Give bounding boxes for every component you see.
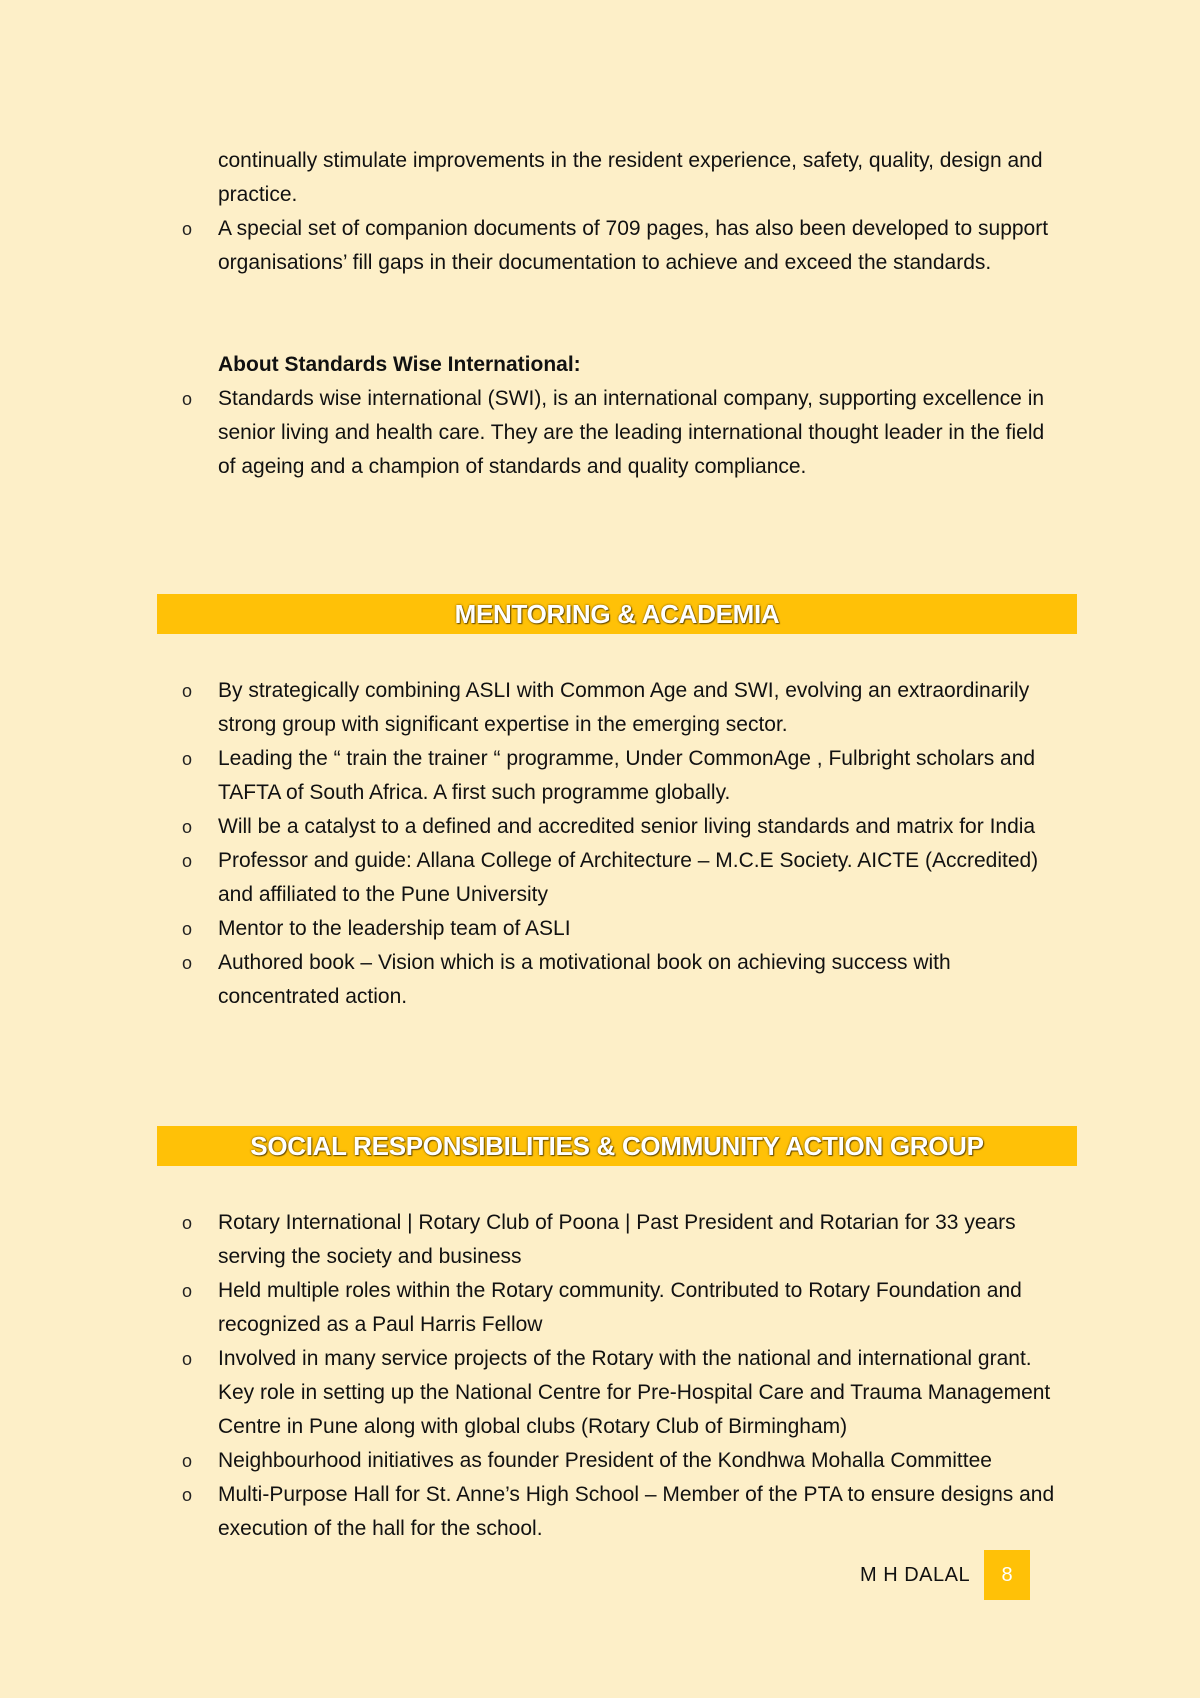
list-item-text: Will be a catalyst to a defined and accredited senior living standards and matrix for India [218, 815, 1036, 838]
author-name: M H DALAL [860, 1563, 971, 1586]
list-item-text: Mentor to the leadership team of ASLI [218, 917, 571, 940]
list-item-text: A special set of companion documents of 709 pages, has also been developed to support organisations’ fill gaps in their documentation to achieve and exceed the standards. [218, 217, 1049, 274]
page-number: 8 [984, 1550, 1030, 1600]
continuation-paragraph: continually stimulate improvements in the resident experience, safety, quality, design and practice. [218, 149, 1043, 206]
mentoring-section [180, 674, 1060, 1014]
list-item-text: Standards wise international (SWI), is an international company, supporting excellence in senior living and health care. They are the leading international thought leader in the field of ageing and a champion of standards and quality compliance. [218, 387, 1045, 478]
mentoring-list [180, 674, 1060, 1014]
list-item [180, 946, 1060, 1014]
list-item-text: Neighbourhood initiatives as founder President of the Kondhwa Mohalla Committee [218, 1449, 992, 1472]
list-item-text: Held multiple roles within the Rotary community. Contributed to Rotary Foundation and recognized as a Paul Harris Fellow [218, 1279, 1022, 1336]
swi-heading: About Standards Wise International: [218, 353, 581, 376]
bullet-icon: o [182, 919, 193, 939]
list-item-text: Leading the “ train the trainer “ programme, Under CommonAge , Fulbright scholars and TAFTA of South Africa. A first such programme globally. [218, 747, 1036, 804]
swi-section [180, 348, 1060, 484]
list-item-text: Rotary International | Rotary Club of Poona | Past President and Rotarian for 33 years serving the society and business [218, 1211, 1016, 1268]
list-item [180, 810, 1060, 844]
list-item-text: Authored book – Vision which is a motivational book on achieving success with concentrated action. [218, 951, 951, 1008]
social-section [180, 1206, 1060, 1546]
bullet-icon: o [182, 1213, 193, 1233]
bullet-icon: o [182, 389, 193, 409]
bullet-icon: o [182, 851, 193, 871]
bullet-icon: o [182, 219, 193, 239]
list-item [180, 1206, 1060, 1274]
list-item [180, 382, 1060, 484]
bullet-icon: o [182, 1451, 193, 1471]
bullet-icon: o [182, 1281, 193, 1301]
list-item [180, 742, 1060, 810]
bullet-icon: o [182, 1485, 193, 1505]
social-banner [157, 1126, 1077, 1166]
bullet-icon: o [182, 1349, 193, 1369]
list-item-text: By strategically combining ASLI with Common Age and SWI, evolving an extraordinarily strong group with significant expertise in the emerging sector. [218, 679, 1030, 736]
list-item [180, 844, 1060, 912]
social-list [180, 1206, 1060, 1546]
list-item-text: Multi-Purpose Hall for St. Anne’s High School – Member of the PTA to ensure designs and execution of the hall for the school. [218, 1483, 1055, 1540]
list-item [180, 1274, 1060, 1342]
list-item [180, 1444, 1060, 1478]
list-item-text: Involved in many service projects of the Rotary with the national and international grant. Key role in setting up the National Centre for Pre-Hospital Care and Trauma Management Centre in Pune along with global clubs (Rotary Club of Birmingham) [218, 1347, 1051, 1438]
page-footer [860, 1550, 1030, 1600]
intro-list [180, 212, 1060, 280]
list-item [180, 912, 1060, 946]
social-title: SOCIAL RESPONSIBILITIES & COMMUNITY ACTION GROUP [250, 1131, 984, 1161]
list-item [180, 212, 1060, 280]
list-item [180, 1342, 1060, 1444]
bullet-icon: o [182, 953, 193, 973]
list-item [180, 674, 1060, 742]
bullet-icon: o [182, 817, 193, 837]
list-item-text: Professor and guide: Allana College of Architecture – M.C.E Society. AICTE (Accredited) and affiliated to the Pune University [218, 849, 1039, 906]
bullet-icon: o [182, 749, 193, 769]
intro-section [180, 144, 1060, 280]
mentoring-banner [157, 594, 1077, 634]
swi-list [180, 382, 1060, 484]
list-item [180, 1478, 1060, 1546]
bullet-icon: o [182, 681, 193, 701]
mentoring-title: MENTORING & ACADEMIA [454, 599, 780, 629]
